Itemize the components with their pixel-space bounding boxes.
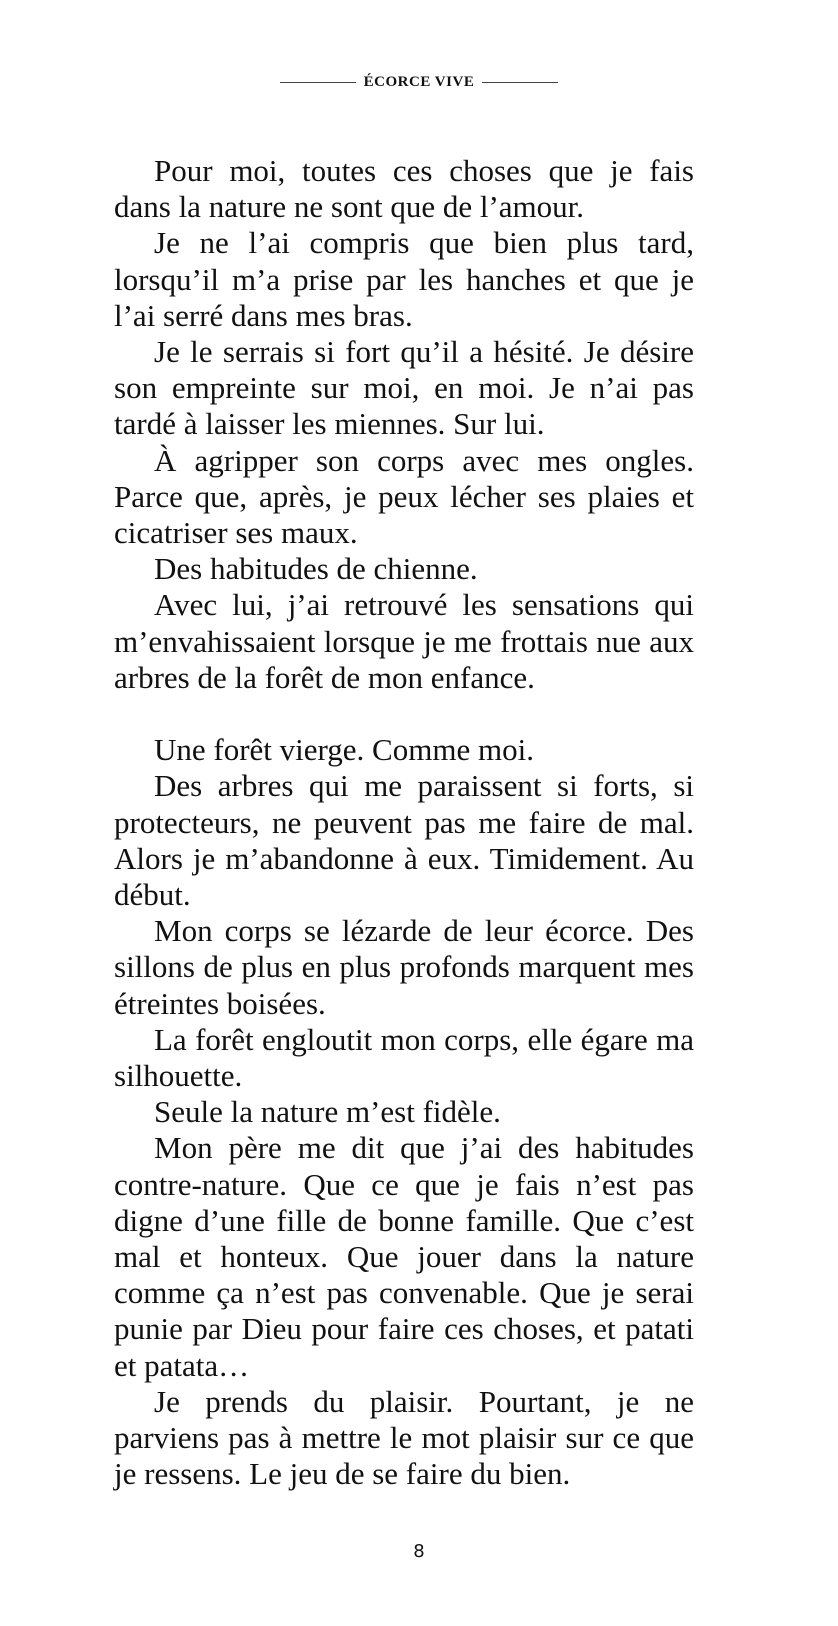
section-break: [114, 696, 694, 732]
paragraph: Avec lui, j’ai retrouvé les sensations qui m’envahissaient lorsque je me frottais nue aux arbres de la forêt de mon enfance.: [114, 587, 694, 695]
running-header: [0, 72, 838, 92]
running-title: ÉCORCE VIVE: [363, 74, 475, 90]
page-body: [114, 153, 694, 1493]
paragraph: Je prends du plaisir. Pourtant, je ne parviens pas à mettre le mot plaisir sur ce que je ressens. Le jeu de se faire du bien.: [114, 1383, 694, 1492]
paragraph: À agripper son corps avec mes ongles. Parce que, après, je peux lécher ses plaies et cicatriser ses maux.: [114, 442, 694, 551]
paragraph: Mon corps se lézarde de leur écorce. Des sillons de plus en plus profonds marquent mes étreintes boisées.: [114, 913, 694, 1021]
paragraph: Des arbres qui me paraissent si forts, si protecteurs, ne peuvent pas me faire de mal. Alors je m’abandonne à eux. Timidement. Au début.: [114, 768, 694, 913]
paragraph: Pour moi, toutes ces choses que je fais dans la nature ne sont que de l’amour.: [114, 153, 694, 225]
header-rule-left: [280, 82, 356, 83]
header-rule-right: [482, 82, 558, 83]
paragraph: Je le serrais si fort qu’il a hésité. Je désire son empreinte sur moi, en moi. Je n’ai pas tardé à laisser les miennes. Sur lui.: [114, 334, 694, 442]
paragraph: Mon père me dit que j’ai des habitudes contre-nature. Que ce que je fais n’est pas digne d’une fille de bonne famille. Que c’est mal et honteux. Que jouer dans la nature comme ça n’est pas convenable. Que je serai punie par Dieu pour faire ces choses, et patati et patata…: [114, 1130, 694, 1383]
paragraph: La forêt engloutit mon corps, elle égare ma silhouette.: [114, 1021, 694, 1094]
page-number: 8: [413, 1541, 425, 1562]
paragraph: Des habitudes de chienne.: [154, 551, 478, 587]
paragraph: Seule la nature m’est fidèle.: [154, 1094, 501, 1130]
paragraph: Une forêt vierge. Comme moi.: [154, 732, 534, 768]
paragraph: Je ne l’ai compris que bien plus tard, lorsqu’il m’a prise par les hanches et que je l’ai serré dans mes bras.: [114, 225, 694, 333]
